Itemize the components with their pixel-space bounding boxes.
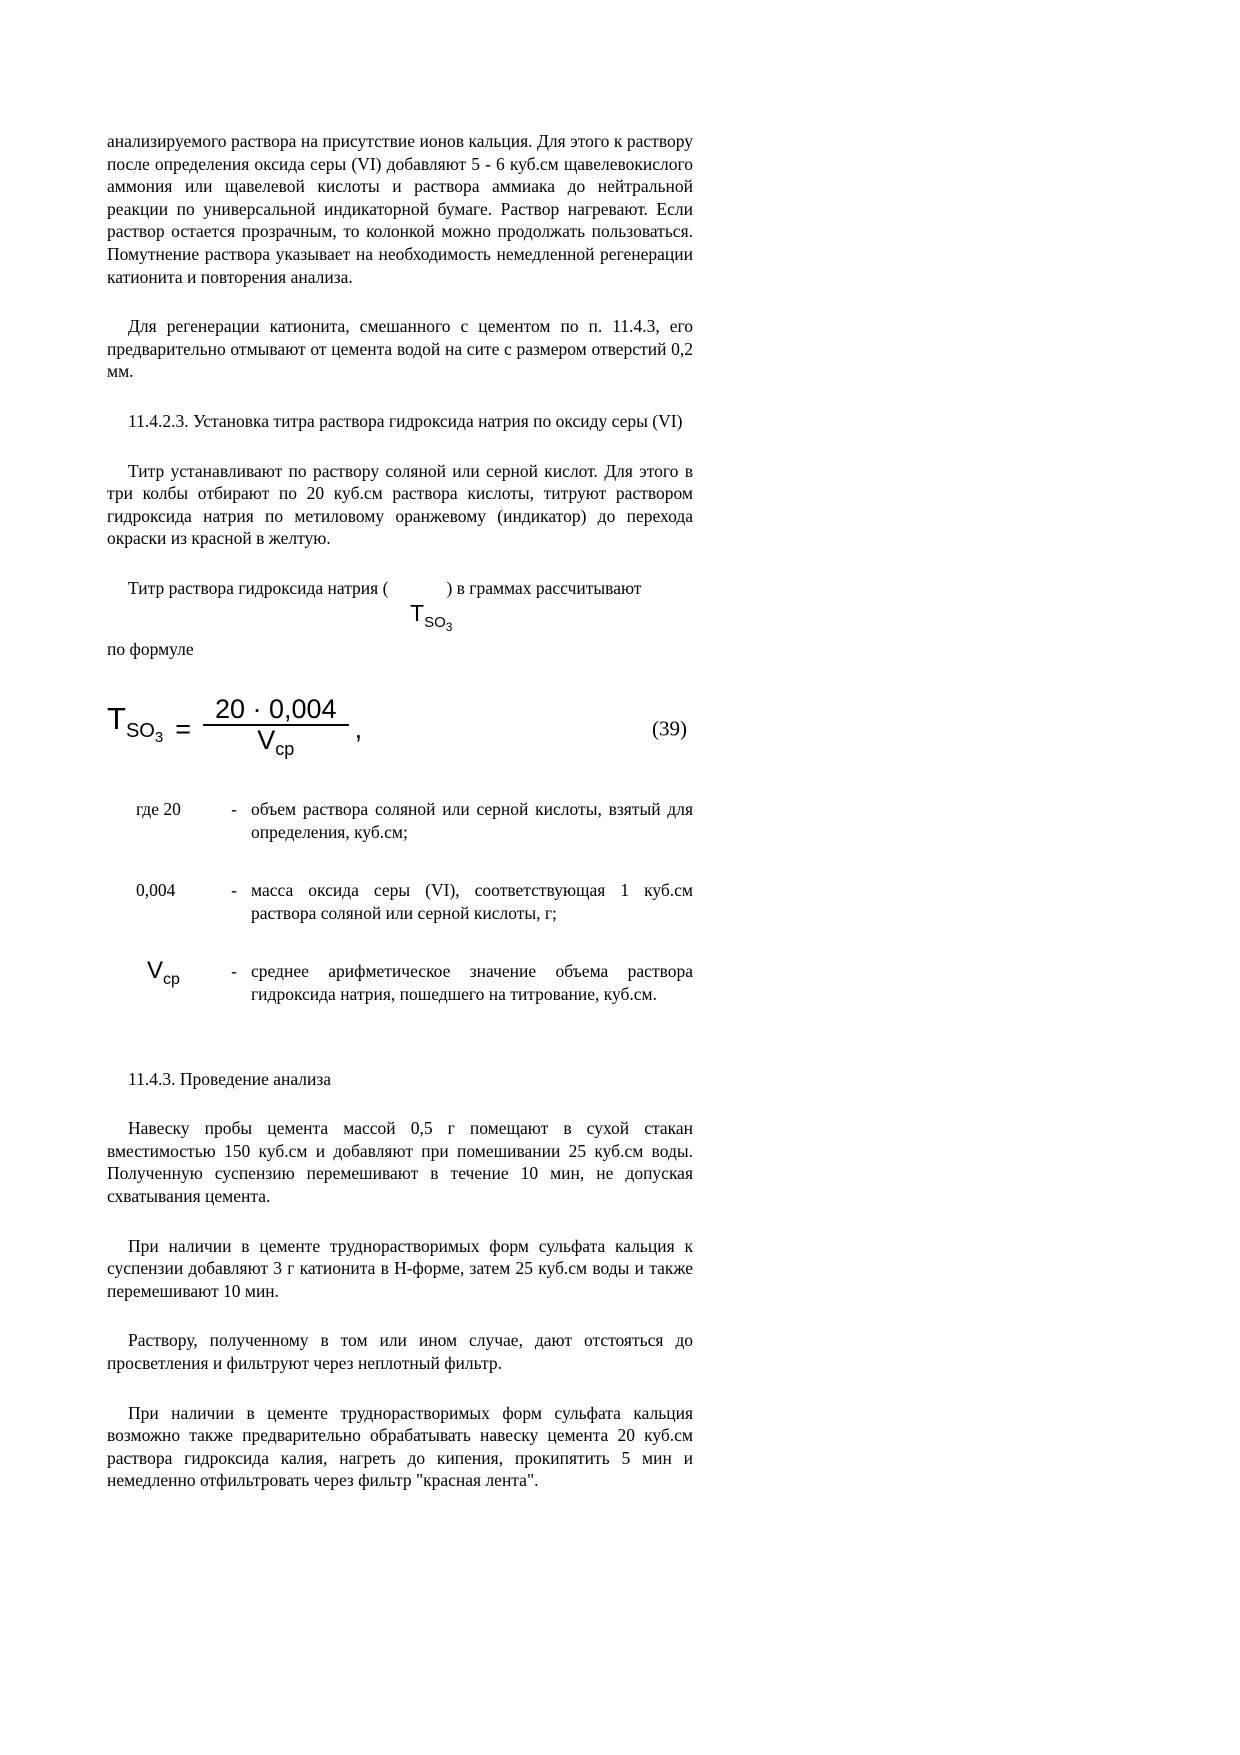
formula-comma: , (354, 713, 363, 744)
formula-fraction (203, 693, 349, 761)
formula-number: (39) (652, 716, 687, 741)
denominator-v: V (257, 725, 276, 756)
paragraph-calcium-check: анализируемого раствора на присутствие ионов кальция. Для этого к раствору после определения оксида серы (VI) добавляют 5 - 6 куб.см щавелевокислого аммония или щавелевой кислоты и раствора аммиака до нейтральной реакции по универсальной индикаторной бумаге. Раствор нагревают. Если раствор остается прозрачным, то колонкой можно продолжать пользоваться. Помутнение раствора указывает на необходимость немедленной регенерации катионита и повторения анализа. (107, 131, 693, 287)
text-after-symbol: ) в граммах рассчитывают (446, 577, 642, 598)
definition-dash: - (231, 961, 237, 982)
formula-denominator (257, 726, 294, 761)
paragraph-titre-symbol-line (107, 577, 693, 600)
formula-numerator: 20 · 0,004 (203, 698, 349, 727)
definition-row-20 (107, 798, 693, 843)
term-v-sub: ср (163, 971, 180, 989)
paragraph-titre-setup: Титр устанавливают по раствору соляной или серной кислот. Для этого в три колбы отбирают по 20 куб.см раствора кислоты, титруют раствором гидроксида натрия по метиловому оранжевому (индикатор) до перехода окраски из красной в желтую. (107, 460, 693, 549)
formula-symbol-t: T (107, 701, 126, 737)
section-heading-11-4-2-3: 11.4.2.3. Установка титра раствора гидроксида натрия по оксиду серы (VI) (128, 410, 683, 431)
text-before-symbol: Титр раствора гидроксида натрия ( (128, 577, 389, 598)
definition-term-symbol (107, 957, 217, 1005)
paragraph-sample-weighing: Навеску пробы цемента массой 0,5 г помещают в сухой стакан вместимостью 150 куб.см и добавляют при помешивании 25 куб.см воды. Полученную суспензию перемешивают в течение 10 мин, не допуская схватывания цемента. (107, 1118, 693, 1207)
formula-39 (107, 690, 693, 768)
definition-text: среднее арифметическое значение объема раствора гидроксида натрия, пошедшего на титрование, куб.см. (251, 961, 693, 1005)
symbol-subscript: SO (424, 613, 446, 631)
paragraph-po-formule: по формуле (107, 638, 194, 659)
symbol-main: T (410, 599, 425, 626)
document-content (107, 130, 693, 1492)
paragraph-cationite-addition: При наличии в цементе труднорастворимых форм сульфата кальция к суспензии добавляют 3 г катионита в Н-форме, затем 25 куб.см воды и также перемешивают 10 мин. (107, 1235, 693, 1301)
definition-text: объем раствора соляной или серной кислоты, взятый для определения, куб.см; (251, 799, 693, 842)
paragraph-koh-treatment: При наличии в цементе труднорастворимых форм сульфата кальция возможно также предварительно обрабатывать навеску цемента 20 куб.см раствора гидроксида калия, нагреть до кипения, прокипятить 5 мин и немедленно отфильтровать через фильтр "красная лента". (107, 1402, 693, 1491)
definition-term: где 20 (136, 799, 181, 820)
definition-row-0004 (107, 879, 693, 924)
formula-equals: = (175, 713, 191, 744)
term-v: V (147, 957, 164, 985)
formula-symbol-tso3 (410, 599, 693, 634)
formula-left-side (107, 701, 164, 750)
definition-dash: - (231, 880, 237, 901)
paragraph-settling-filtering: Раствору, полученному в том или ином случае, дают отстояться до просветления и фильтруют через неплотный фильтр. (107, 1330, 693, 1373)
symbol-subsubscript: 3 (445, 619, 453, 634)
section-heading-11-4-3: 11.4.3. Проведение анализа (128, 1068, 332, 1089)
definition-dash: - (231, 799, 237, 820)
formula-symbol-3: 3 (154, 729, 164, 747)
definition-term: 0,004 (136, 880, 176, 901)
denominator-sub: ср (275, 739, 295, 760)
paragraph-regeneration: Для регенерации катионита, смешанного с цементом по п. 11.4.3, его предварительно отмывают от цемента водой на сите с размером отверстий 0,2 мм. (107, 316, 693, 382)
formula-symbol-so: SO (125, 720, 155, 743)
definition-text: масса оксида серы (VI), соответствующая 1 куб.см раствора соляной или серной кислоты, г; (251, 880, 693, 923)
definition-row-vsr (107, 957, 693, 1005)
